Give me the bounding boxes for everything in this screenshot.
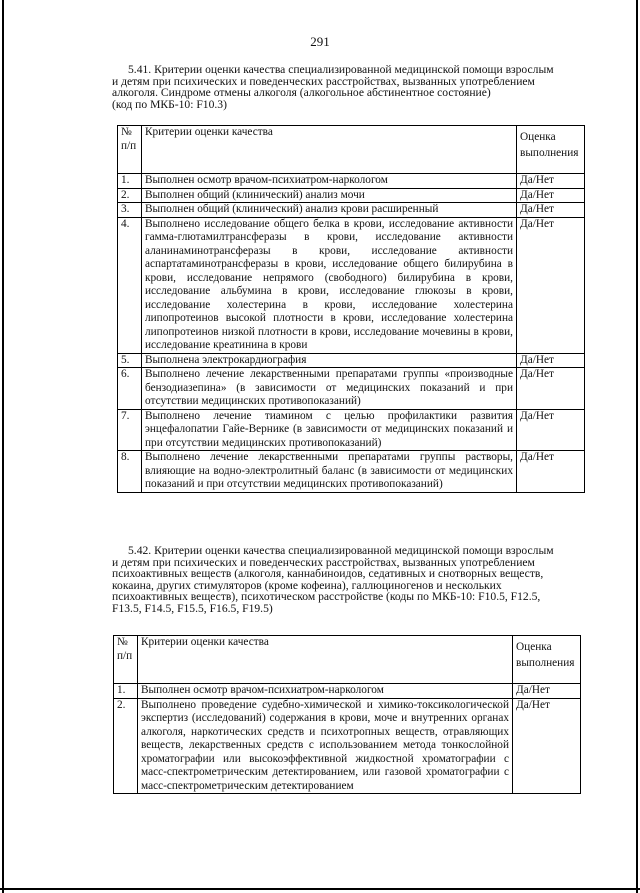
row-criterion: Выполнен общий (клинический) анализ мочи <box>142 188 517 203</box>
criteria-table-5-41 <box>117 125 585 493</box>
heading-line: алкоголя. Синдроме отмены алкоголя (алкогольное абстинентное состояние) <box>112 86 491 100</box>
column-header-grade: Оценка выполнения <box>513 636 581 684</box>
row-grade: Да/Нет <box>517 217 585 353</box>
row-criterion: Выполнен общий (клинический) анализ крови расширенный <box>142 203 517 218</box>
row-criterion: Выполнен осмотр врачом-психиатром-наркологом <box>142 174 517 189</box>
column-header-criteria: Критерии оценки качества <box>142 126 517 174</box>
row-grade: Да/Нет <box>517 451 585 493</box>
row-number: 7. <box>118 409 142 451</box>
row-criterion: Выполнено лечение лекарственными препаратами группы «производные бензодиазепина» (в зависимости от медицинских показаний и при отсутствии медицинских противопоказаний) <box>142 368 517 410</box>
row-grade: Да/Нет <box>517 409 585 451</box>
row-criterion: Выполнено лечение лекарственными препаратами группы растворы, влияющие на водно-электролитный баланс (в зависимости от медицинских показаний и при отсутствии медицинских противопоказаний) <box>142 451 517 493</box>
heading-line: и детям при психических и поведенческих расстройствах, вызванных употреблением <box>112 555 535 569</box>
section-heading-5-42 <box>112 545 584 615</box>
row-criterion: Выполнен осмотр врачом-психиатром-наркологом <box>138 684 513 699</box>
row-number: 4. <box>118 217 142 353</box>
row-number: 3. <box>118 203 142 218</box>
row-criterion: Выполнено исследование общего белка в крови, исследование активности гамма-глютамилтрансферазы в крови, исследование активности аланинаминотрансферазы в крови, исследование активности аспартатаминотрансферазы в крови, исследование общего билирубина в крови, исследование непрямого (свободного) билирубина в крови, исследование альбумина в крови, исследование глюкозы в крови, исследование холестерина в крови, исследование холестерина липопротеинов высокой плотности в крови, исследование холестерина липопротеинов низкой плотности в крови, исследование мочевины в крови, исследование креатинина в крови <box>142 217 517 353</box>
scan-border-right <box>636 0 638 893</box>
heading-line: и детям при психических и поведенческих расстройствах, вызванных употреблением <box>112 74 535 88</box>
row-number: 8. <box>118 451 142 493</box>
heading-line: кокаина, других стимуляторов (кроме кофеина), галлюциногенов и нескольких <box>112 578 502 592</box>
table-header-row <box>114 636 581 684</box>
row-grade: Да/Нет <box>517 368 585 410</box>
row-number: 5. <box>118 353 142 368</box>
table-row <box>114 698 581 794</box>
row-criterion: Выполнена электрокардиография <box>142 353 517 368</box>
table-row <box>118 451 585 493</box>
row-grade: Да/Нет <box>517 188 585 203</box>
criteria-table-5-42 <box>113 635 581 794</box>
table-header-row <box>118 126 585 174</box>
table-row <box>118 203 585 218</box>
row-criterion: Выполнено проведение судебно-химической и химико-токсикологической экспертиз (исследований) содержания в крови, моче и внутренних органах алкоголя, наркотических средств и психотропных веществ, отравляющих веществ, лекарственных средств с использованием метода тонкослойной хроматографии или высокоэффективной жидкостной хроматографии с масс-спектрометрическим детектированием, или газовой хроматографии с масс-спектрометрическим детектированием <box>138 698 513 794</box>
heading-line: (код по МКБ-10: F10.3) <box>112 97 227 111</box>
row-number: 2. <box>114 698 138 794</box>
row-number: 1. <box>114 684 138 699</box>
table-row <box>114 684 581 699</box>
page-number: 291 <box>310 34 330 49</box>
table-row <box>118 409 585 451</box>
row-number: 2. <box>118 188 142 203</box>
scan-border-left <box>2 0 4 893</box>
heading-line: F13.5, F14.5, F15.5, F16.5, F19.5) <box>112 601 273 615</box>
heading-line: психоактивных веществ), психотическом расстройстве (коды по МКБ-10: F10.5, F12.5, <box>112 590 541 604</box>
table-row <box>118 174 585 189</box>
row-grade: Да/Нет <box>513 684 581 699</box>
row-number: 6. <box>118 368 142 410</box>
column-header-grade: Оценка выполнения <box>517 126 585 174</box>
row-grade: Да/Нет <box>517 203 585 218</box>
table-row <box>118 353 585 368</box>
row-grade: Да/Нет <box>517 174 585 189</box>
table-row <box>118 368 585 410</box>
table-row <box>118 217 585 353</box>
heading-line: психоактивных веществ (алкоголя, каннабиноидов, седативных и снотворных веществ, <box>112 567 544 581</box>
table-row <box>118 188 585 203</box>
row-criterion: Выполнено лечение тиамином с целью профилактики развития энцефалопатии Гайе-Вернике (в зависимости от медицинских показаний и при отсутствии медицинских противопоказаний) <box>142 409 517 451</box>
column-header-number: № п/п <box>114 636 138 684</box>
column-header-number: № п/п <box>118 126 142 174</box>
section-heading-5-41 <box>112 64 584 110</box>
row-number: 1. <box>118 174 142 189</box>
heading-line: 5.41. Критерии оценки качества специализированной медицинской помощи взрослым <box>128 63 554 76</box>
scan-border-bottom <box>0 888 640 890</box>
row-grade: Да/Нет <box>517 353 585 368</box>
heading-line: 5.42. Критерии оценки качества специализированной медицинской помощи взрослым <box>128 544 554 557</box>
row-grade: Да/Нет <box>513 698 581 794</box>
column-header-criteria: Критерии оценки качества <box>138 636 513 684</box>
